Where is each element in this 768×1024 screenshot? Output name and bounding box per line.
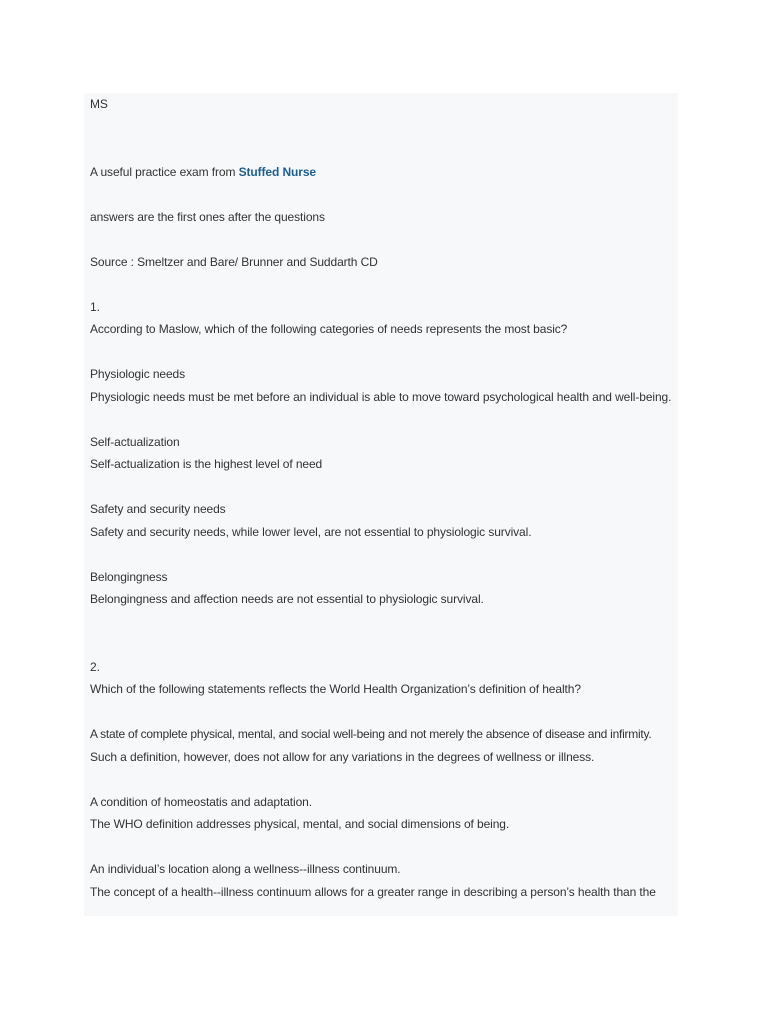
- q2-option-2-rationale: The WHO definition addresses physical, mental, and social dimensions of being.: [90, 817, 510, 831]
- q1-option-1-answer: Physiologic needs: [90, 367, 186, 381]
- q1-option-4-rationale: Belongingness and affection needs are not essential to physiologic survival.: [90, 592, 484, 606]
- q2-option-1-answer: A state of complete physical, mental, and social well-being and not merely the absence of disease and infirmity.: [90, 727, 652, 741]
- q1-option-2-answer: Self-actualization: [90, 434, 180, 449]
- question-1-number: 1.: [90, 299, 100, 314]
- q1-option-4-answer: Belongingness: [90, 569, 168, 584]
- q1-option-3-rationale: Safety and security needs, while lower level, are not essential to physiologic survival.: [90, 524, 532, 539]
- q2-option-1-rationale: Such a definition, however, does not allow for any variations in the degrees of wellness or illness.: [90, 749, 595, 764]
- q2-option-3-rationale: The concept of a health--illness continuum allows for a greater range in describing a person’s health than the: [90, 884, 656, 899]
- intro-line: [90, 161, 672, 184]
- answers-note: answers are the first ones after the questions: [90, 209, 325, 224]
- q1-option-1-rationale: Physiologic needs must be met before an individual is able to move toward psychological health and well-being.: [90, 389, 672, 404]
- q1-option-3-answer: Safety and security needs: [90, 502, 226, 516]
- doc-title: MS: [90, 97, 108, 111]
- q2-option-2-answer: A condition of homeostatis and adaptation.: [90, 794, 312, 809]
- document-text: [84, 93, 678, 903]
- intro-prefix: A useful practice exam from: [90, 164, 239, 179]
- question-2-number: 2.: [90, 659, 100, 674]
- source-line: Source : Smeltzer and Bare/ Brunner and Suddarth CD: [90, 254, 378, 269]
- question-1-text: According to Maslow, which of the following categories of needs represents the most basic?: [90, 322, 568, 336]
- question-2-text: Which of the following statements reflects the World Health Organization’s definition of health?: [90, 682, 581, 696]
- document-body: [84, 93, 678, 916]
- q2-option-3-answer: An individual’s location along a wellness--illness continuum.: [90, 862, 401, 876]
- q1-option-2-rationale: Self-actualization is the highest level of need: [90, 457, 323, 471]
- stuffed-nurse-link[interactable]: Stuffed Nurse: [238, 164, 316, 179]
